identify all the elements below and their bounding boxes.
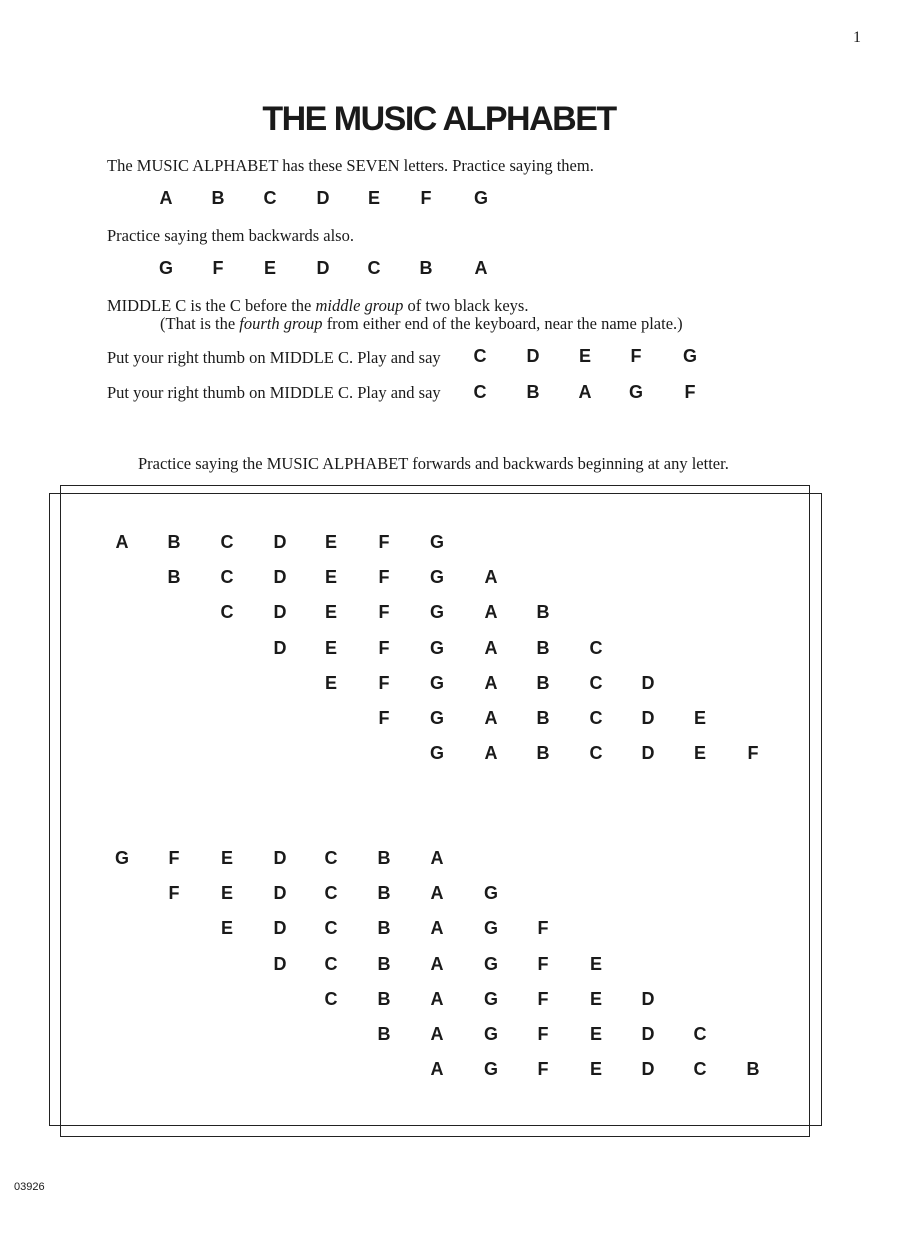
page-number: 1 [853, 29, 861, 46]
exercise-letter: B [526, 382, 540, 402]
middle-c-line1: MIDDLE C is the C before the middle group of two black keys. [107, 296, 529, 315]
exercise-1-text: Put your right thumb on MIDDLE C. Play and say [107, 348, 441, 367]
grid-letter: C [324, 988, 338, 1009]
footer-code: 03926 [14, 1181, 45, 1193]
alphabet-letter: G [473, 188, 488, 208]
grid-letter: D [273, 918, 287, 939]
grid-letter: B [536, 743, 550, 764]
grid-letter: F [168, 883, 180, 904]
alphabet-letter: A [474, 258, 488, 278]
grid-letter: C [220, 602, 234, 623]
practice-instruction: Practice saying the MUSIC ALPHABET forwards and backwards beginning at any letter. [138, 454, 729, 473]
grid-letter: B [536, 672, 550, 693]
grid-letter: F [537, 1024, 549, 1044]
grid-letter: A [484, 672, 498, 693]
grid-letter: E [589, 988, 602, 1009]
grid-letter: F [747, 743, 759, 764]
grid-letter: G [483, 1059, 498, 1080]
grid-letter: F [537, 1059, 549, 1080]
grid-letter: D [273, 883, 287, 904]
exercise-letter: C [473, 382, 487, 402]
grid-letter: D [273, 953, 287, 974]
middle-c-line2: (That is the fourth group from either end of the keyboard, near the name plate.) [160, 314, 683, 333]
grid-letter: B [377, 848, 391, 868]
grid-letter: F [378, 567, 390, 588]
grid-letter: G [483, 988, 498, 1009]
grid-letter: G [429, 672, 444, 693]
grid-letter: E [220, 918, 233, 939]
exercise-letter: G [682, 346, 697, 366]
alphabet-letter: D [316, 258, 330, 278]
grid-letter: B [536, 637, 550, 658]
grid-letter: E [220, 883, 233, 904]
exercise-letter: D [526, 346, 540, 366]
grid-letter: D [641, 708, 655, 728]
grid-letter: C [324, 848, 338, 868]
grid-letter: C [220, 567, 234, 588]
grid-letter: E [324, 532, 337, 552]
grid-letter: E [324, 602, 337, 623]
exercise-2-text: Put your right thumb on MIDDLE C. Play and say [107, 383, 441, 402]
grid-letter: F [378, 602, 390, 623]
grid-letter: D [641, 988, 655, 1009]
grid-letter: G [483, 1024, 498, 1044]
grid-letter: D [641, 1024, 655, 1044]
grid-letter: A [430, 883, 444, 904]
grid-letter: A [484, 567, 498, 588]
grid-letter: A [430, 918, 444, 939]
grid-letter: D [273, 602, 287, 623]
grid-letter: B [377, 1024, 391, 1044]
grid-letter: G [483, 883, 498, 904]
grid-letter: F [537, 918, 549, 939]
grid-letter: D [273, 532, 287, 552]
grid-letter: G [429, 567, 444, 588]
grid-letter: F [378, 532, 390, 552]
alphabet-letter: D [316, 188, 330, 208]
exercise-letter: F [630, 346, 642, 366]
grid-letter: A [430, 1059, 444, 1080]
grid-letter: G [429, 532, 444, 552]
alphabet-letter: C [263, 188, 277, 208]
grid-letter: A [484, 637, 498, 658]
grid-letter: F [378, 708, 390, 728]
grid-letter: C [589, 637, 603, 658]
grid-letter: A [484, 708, 498, 728]
grid-letter: C [589, 743, 603, 764]
grid-letter: B [746, 1059, 760, 1080]
alphabet-letter: E [263, 258, 276, 278]
grid-letter: B [167, 532, 181, 552]
grid-letter: G [483, 953, 498, 974]
grid-letter: D [273, 637, 287, 658]
grid-letter: B [167, 567, 181, 588]
grid-letter: D [641, 743, 655, 764]
backwards-text: Practice saying them backwards also. [107, 226, 354, 245]
exercise-letter: F [684, 382, 696, 402]
grid-letter: G [114, 848, 129, 868]
grid-letter: A [484, 602, 498, 623]
alphabet-letter: A [159, 188, 173, 208]
grid-letter: G [483, 918, 498, 939]
grid-letter: B [536, 602, 550, 623]
alphabet-letter: F [420, 188, 432, 208]
grid-letter: C [220, 532, 234, 552]
page-title: THE MUSIC ALPHABET [262, 100, 616, 138]
exercise-letter: G [628, 382, 643, 402]
grid-letter: D [641, 1059, 655, 1080]
exercise-letter: E [578, 346, 591, 366]
grid-letter: C [693, 1059, 707, 1080]
grid-letter: A [430, 953, 444, 974]
grid-letter: G [429, 637, 444, 658]
grid-letter: E [220, 848, 233, 868]
grid-letter: E [324, 672, 337, 693]
alphabet-letter: C [367, 258, 381, 278]
grid-letter: D [641, 672, 655, 693]
grid-letter: B [377, 918, 391, 939]
grid-letter: C [324, 883, 338, 904]
grid-letter: E [589, 1024, 602, 1044]
alphabet-letter: F [212, 258, 224, 278]
grid-letter: E [693, 708, 706, 728]
exercise-letter: C [473, 346, 487, 366]
grid-letter: A [430, 1024, 444, 1044]
grid-letter: C [693, 1024, 707, 1044]
grid-letter: A [115, 532, 129, 552]
grid-letter: B [536, 708, 550, 728]
grid-letter: E [589, 1059, 602, 1080]
grid-letter: A [430, 848, 444, 868]
grid-letter: F [378, 637, 390, 658]
grid-letter: E [693, 743, 706, 764]
grid-letter: F [168, 848, 180, 868]
grid-letter: E [324, 567, 337, 588]
grid-letter: B [377, 953, 391, 974]
grid-letter: G [429, 708, 444, 728]
grid-letter: A [430, 988, 444, 1009]
grid-letter: F [537, 988, 549, 1009]
grid-letter: D [273, 848, 287, 868]
grid-letter: D [273, 567, 287, 588]
alphabet-letter: B [419, 258, 433, 278]
grid-letter: G [429, 743, 444, 764]
alphabet-letter: B [211, 188, 225, 208]
grid-letter: F [378, 672, 390, 693]
grid-letter: C [324, 953, 338, 974]
alphabet-letter: E [367, 188, 380, 208]
intro-text: The MUSIC ALPHABET has these SEVEN letters. Practice saying them. [107, 156, 594, 175]
alphabet-letter: G [158, 258, 173, 278]
grid-letter: F [537, 953, 549, 974]
grid-letter: A [484, 743, 498, 764]
exercise-letter: A [578, 382, 592, 402]
grid-letter: C [324, 918, 338, 939]
grid-letter: C [589, 672, 603, 693]
grid-letter: E [589, 953, 602, 974]
grid-letter: B [377, 883, 391, 904]
grid-letter: E [324, 637, 337, 658]
grid-letter: G [429, 602, 444, 623]
grid-letter: C [589, 708, 603, 728]
grid-letter: B [377, 988, 391, 1009]
